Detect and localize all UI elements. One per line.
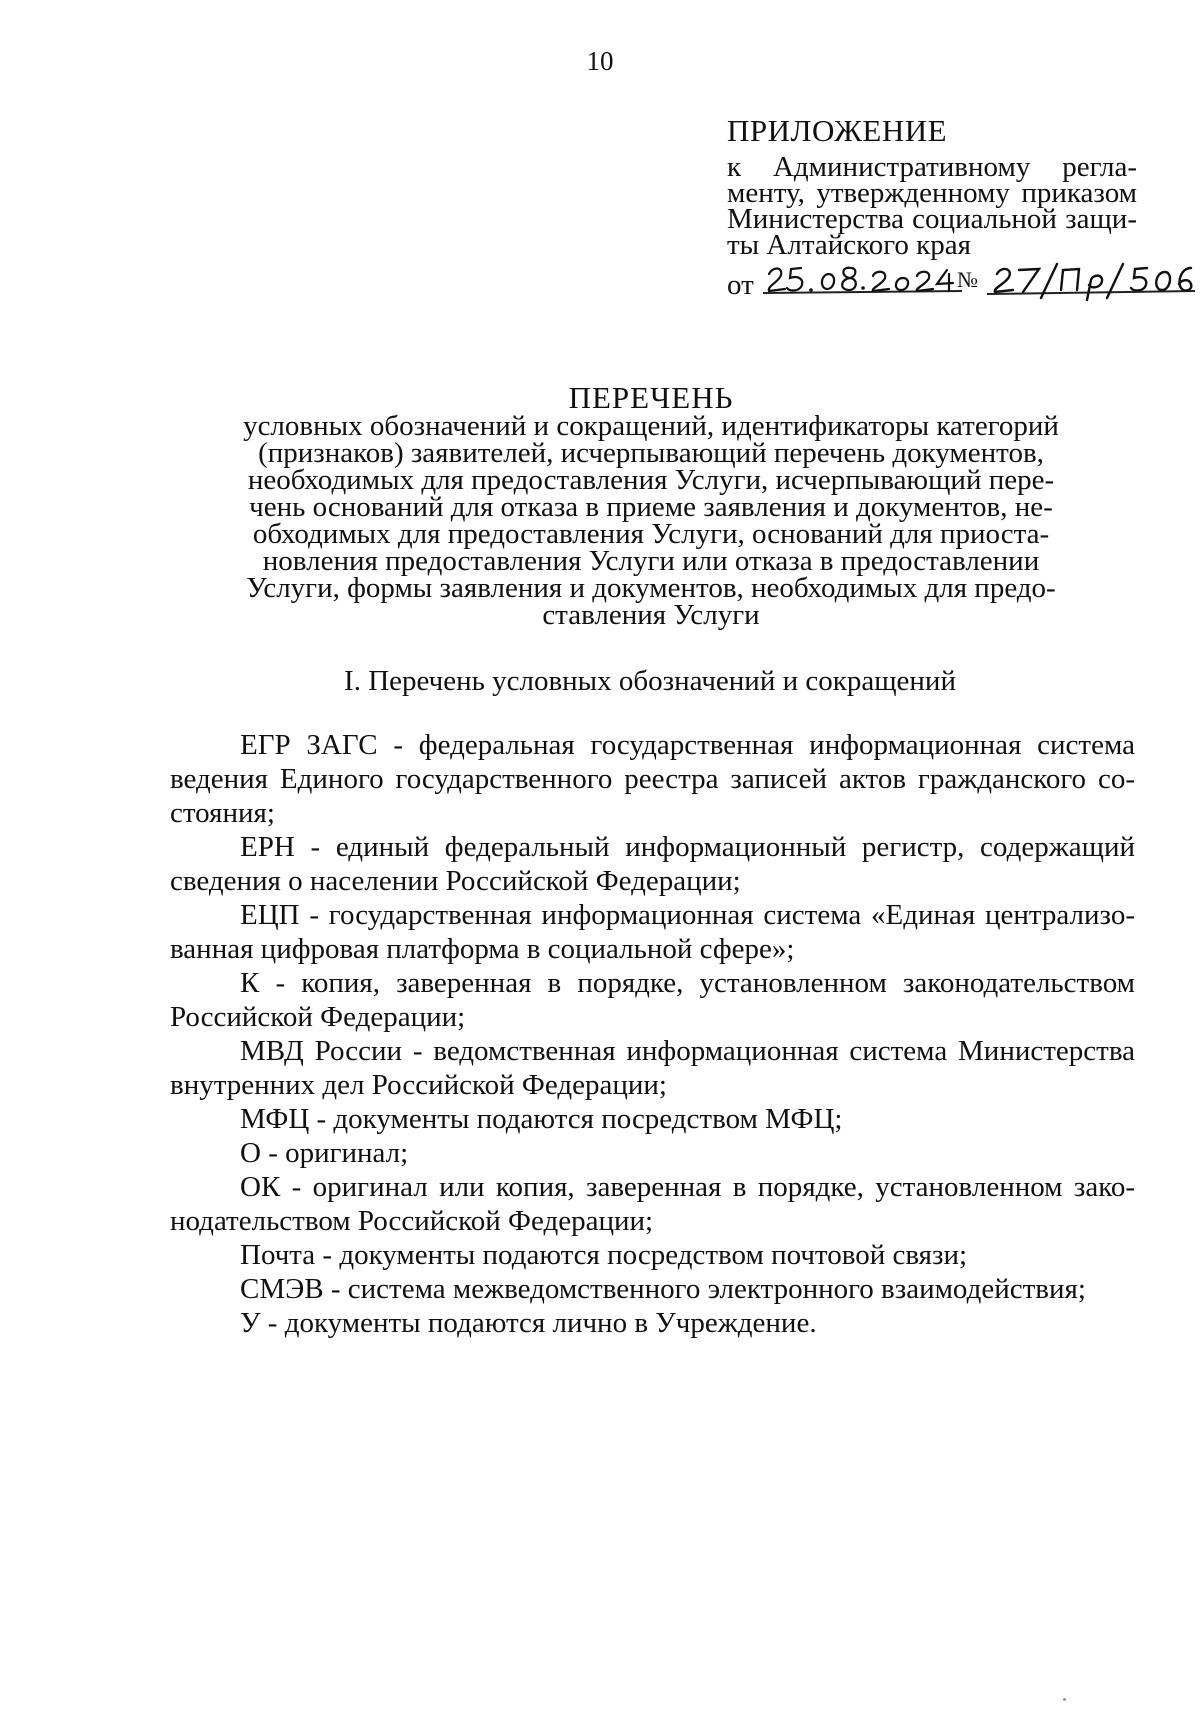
definition-line: У - документы подаются лично в Учреждение. <box>240 1307 817 1339</box>
definition-line: ванная цифровая платформа в социальной сфере»; <box>170 933 795 965</box>
definition-line: Российской Федерации; <box>170 1001 466 1033</box>
document-subtitle-line: новления предоставления Услуги или отказа в предоставлении <box>262 545 1040 577</box>
document-subtitle-line: Услуги, формы заявления и документов, необходимых для предо- <box>246 572 1056 604</box>
definition-line: Почта - документы подаются посредством почтовой связи; <box>240 1239 968 1271</box>
section-heading <box>0 665 1200 698</box>
appendix-date-row <box>727 262 1137 304</box>
appendix-block <box>727 113 1137 304</box>
definition-line: ОК - оригинал или копия, заверенная в порядке, установленном зако- <box>240 1171 1135 1203</box>
definition-line: ЕГР ЗАГС - федеральная государственная информационная система <box>240 729 1135 761</box>
appendix-line: Министерства социальной защи- <box>727 203 1137 235</box>
definition-line: МВД России - ведомственная информационная система Министерства <box>240 1035 1135 1067</box>
document-subtitle-line: необходимых для предоставления Услуги, исчерпывающий пере- <box>247 464 1055 496</box>
definition-line: нодательством Российской Федерации; <box>170 1205 654 1237</box>
definition-line: О - оригинал; <box>240 1137 409 1169</box>
definition-line: стояния; <box>170 797 275 829</box>
document-subtitle-line: обходимых для предоставления Услуги, оснований для приоста- <box>252 518 1050 550</box>
svg-text:№: № <box>957 267 978 292</box>
document-subtitle-line: (признаков) заявителей, исчерпывающий перечень документов, <box>258 437 1044 469</box>
definition-line: ЕРН - единый федеральный информационный регистр, содержащий <box>240 831 1135 863</box>
document-subtitle-line: чень оснований для отказа в приеме заявления и документов, не- <box>249 491 1053 523</box>
definition-line: ЕЦП - государственная информационная система «Единая централизо- <box>240 899 1135 931</box>
definition-line: К - копия, заверенная в порядке, установленном законодательством <box>240 967 1135 999</box>
definition-line: СМЭВ - система межведомственного электронного взаимодействия; <box>240 1273 1086 1305</box>
handwritten-date-number <box>757 260 1197 306</box>
definition-line: ведения Единого государственного реестра записей актов гражданского со- <box>170 763 1135 795</box>
appendix-line: ты Алтайского края <box>727 229 971 261</box>
date-prefix: от <box>727 269 754 301</box>
definition-line: внутренних дел Российской Федерации; <box>170 1069 667 1101</box>
document-title: ПЕРЕЧЕНЬ <box>568 380 734 415</box>
scan-speck <box>1063 1698 1066 1701</box>
definitions-list <box>170 728 1135 1340</box>
section-heading-text: I. Перечень условных обозначений и сокращений <box>344 665 956 697</box>
appendix-line: менту, утвержденному приказом <box>727 177 1137 209</box>
document-subtitle-line: условных обозначений и сокращений, идентификаторы категорий <box>243 410 1059 442</box>
appendix-title: ПРИЛОЖЕНИЕ <box>727 113 948 148</box>
document-title-block <box>236 380 1066 631</box>
document-subtitle-line: ставления Услуги <box>542 599 760 631</box>
appendix-line: к Административному регла- <box>727 151 1137 183</box>
definition-line: сведения о населении Российской Федерации; <box>170 865 741 897</box>
page-number: 10 <box>586 46 614 76</box>
definition-line: МФЦ - документы подаются посредством МФЦ; <box>240 1103 843 1135</box>
